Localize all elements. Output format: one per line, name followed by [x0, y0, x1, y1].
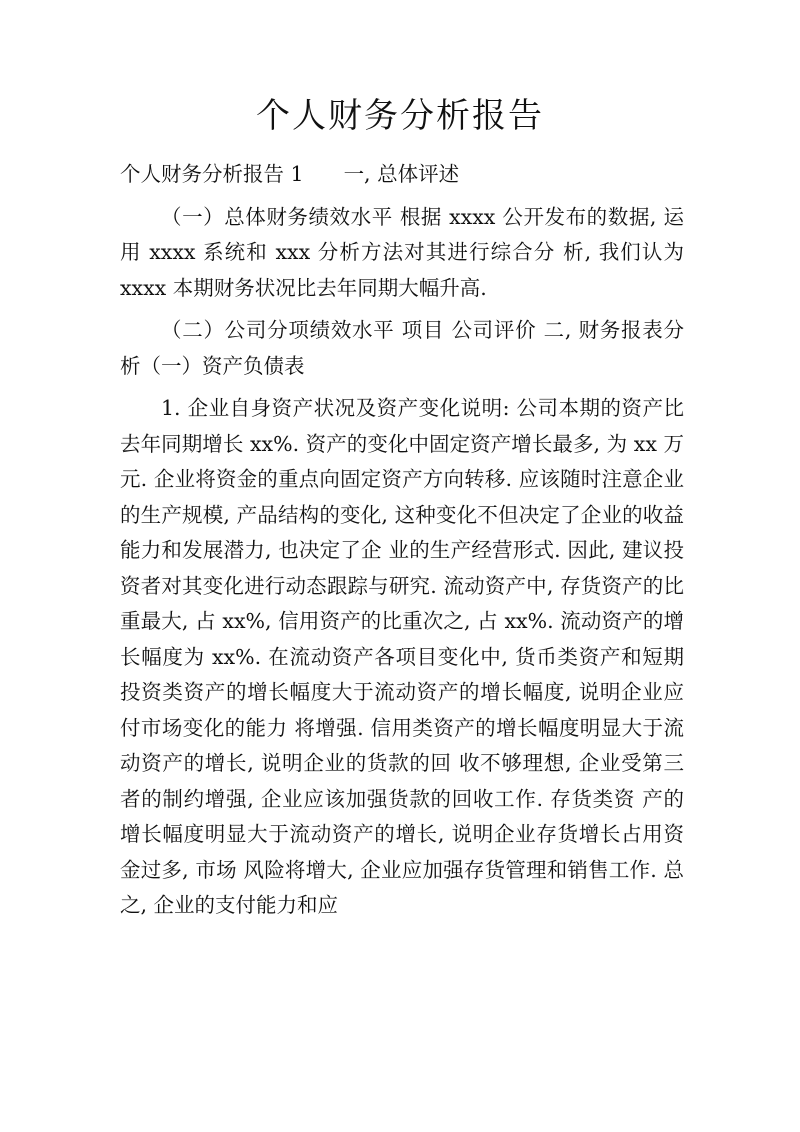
paragraph: （一）总体财务绩效水平 根据 xxxx 公开发布的数据, 运用 xxxx 系统和 xxx 分析方法对其进行综合分 析, 我们认为 xxxx 本期财务状况比去年同期大幅升高.: [120, 204, 684, 300]
document-title: 个人财务分析报告: [256, 96, 544, 136]
section-heading: 一, 总体评述: [343, 162, 460, 186]
paragraph: （二）公司分项绩效水平 项目 公司评价 二, 财务报表分析（一）资产负债表: [120, 318, 684, 378]
intro-heading-line: [120, 157, 684, 193]
report-subtitle: 个人财务分析报告 1: [120, 162, 304, 186]
document-body: [120, 157, 684, 931]
paragraph: 1. 企业自身资产状况及资产变化说明: 公司本期的资产比去年同期增长 xx%. 资产的变化中固定资产增长最多, 为 xx 万元. 企业将资金的重点向固定资产方向转移. 应该随时注意企业的生产规模, 产品结构的变化, 这种变化不但决定了企业的收益能力和发展潜力, 也决定了企 业的生产经营形式. 因此, 建议投资者对其变化进行动态跟踪与研究. 流动资产中, 存货资产的比重最大, 占 xx%, 信用资产的比重次之, 占 xx%. 流动资产的增长幅度为 xx%. 在流动资产各项目变化中, 货币类资产和短期 投资类资产的增长幅度大于流动资产的增长幅度, 说明企业应付市场变化的能力 将增强. 信用类资产的增长幅度明显大于流动资产的增长, 说明企业的货款的回 收不够理想, 企业受第三者的制约增强, 企业应该加强货款的回收工作. 存货类资 产的增长幅度明显大于流动资产的增长, 说明企业存货增长占用资金过多, 市场 风险将增大, 企业应加强存货管理和销售工作. 总之, 企业的支付能力和应: [120, 396, 684, 917]
